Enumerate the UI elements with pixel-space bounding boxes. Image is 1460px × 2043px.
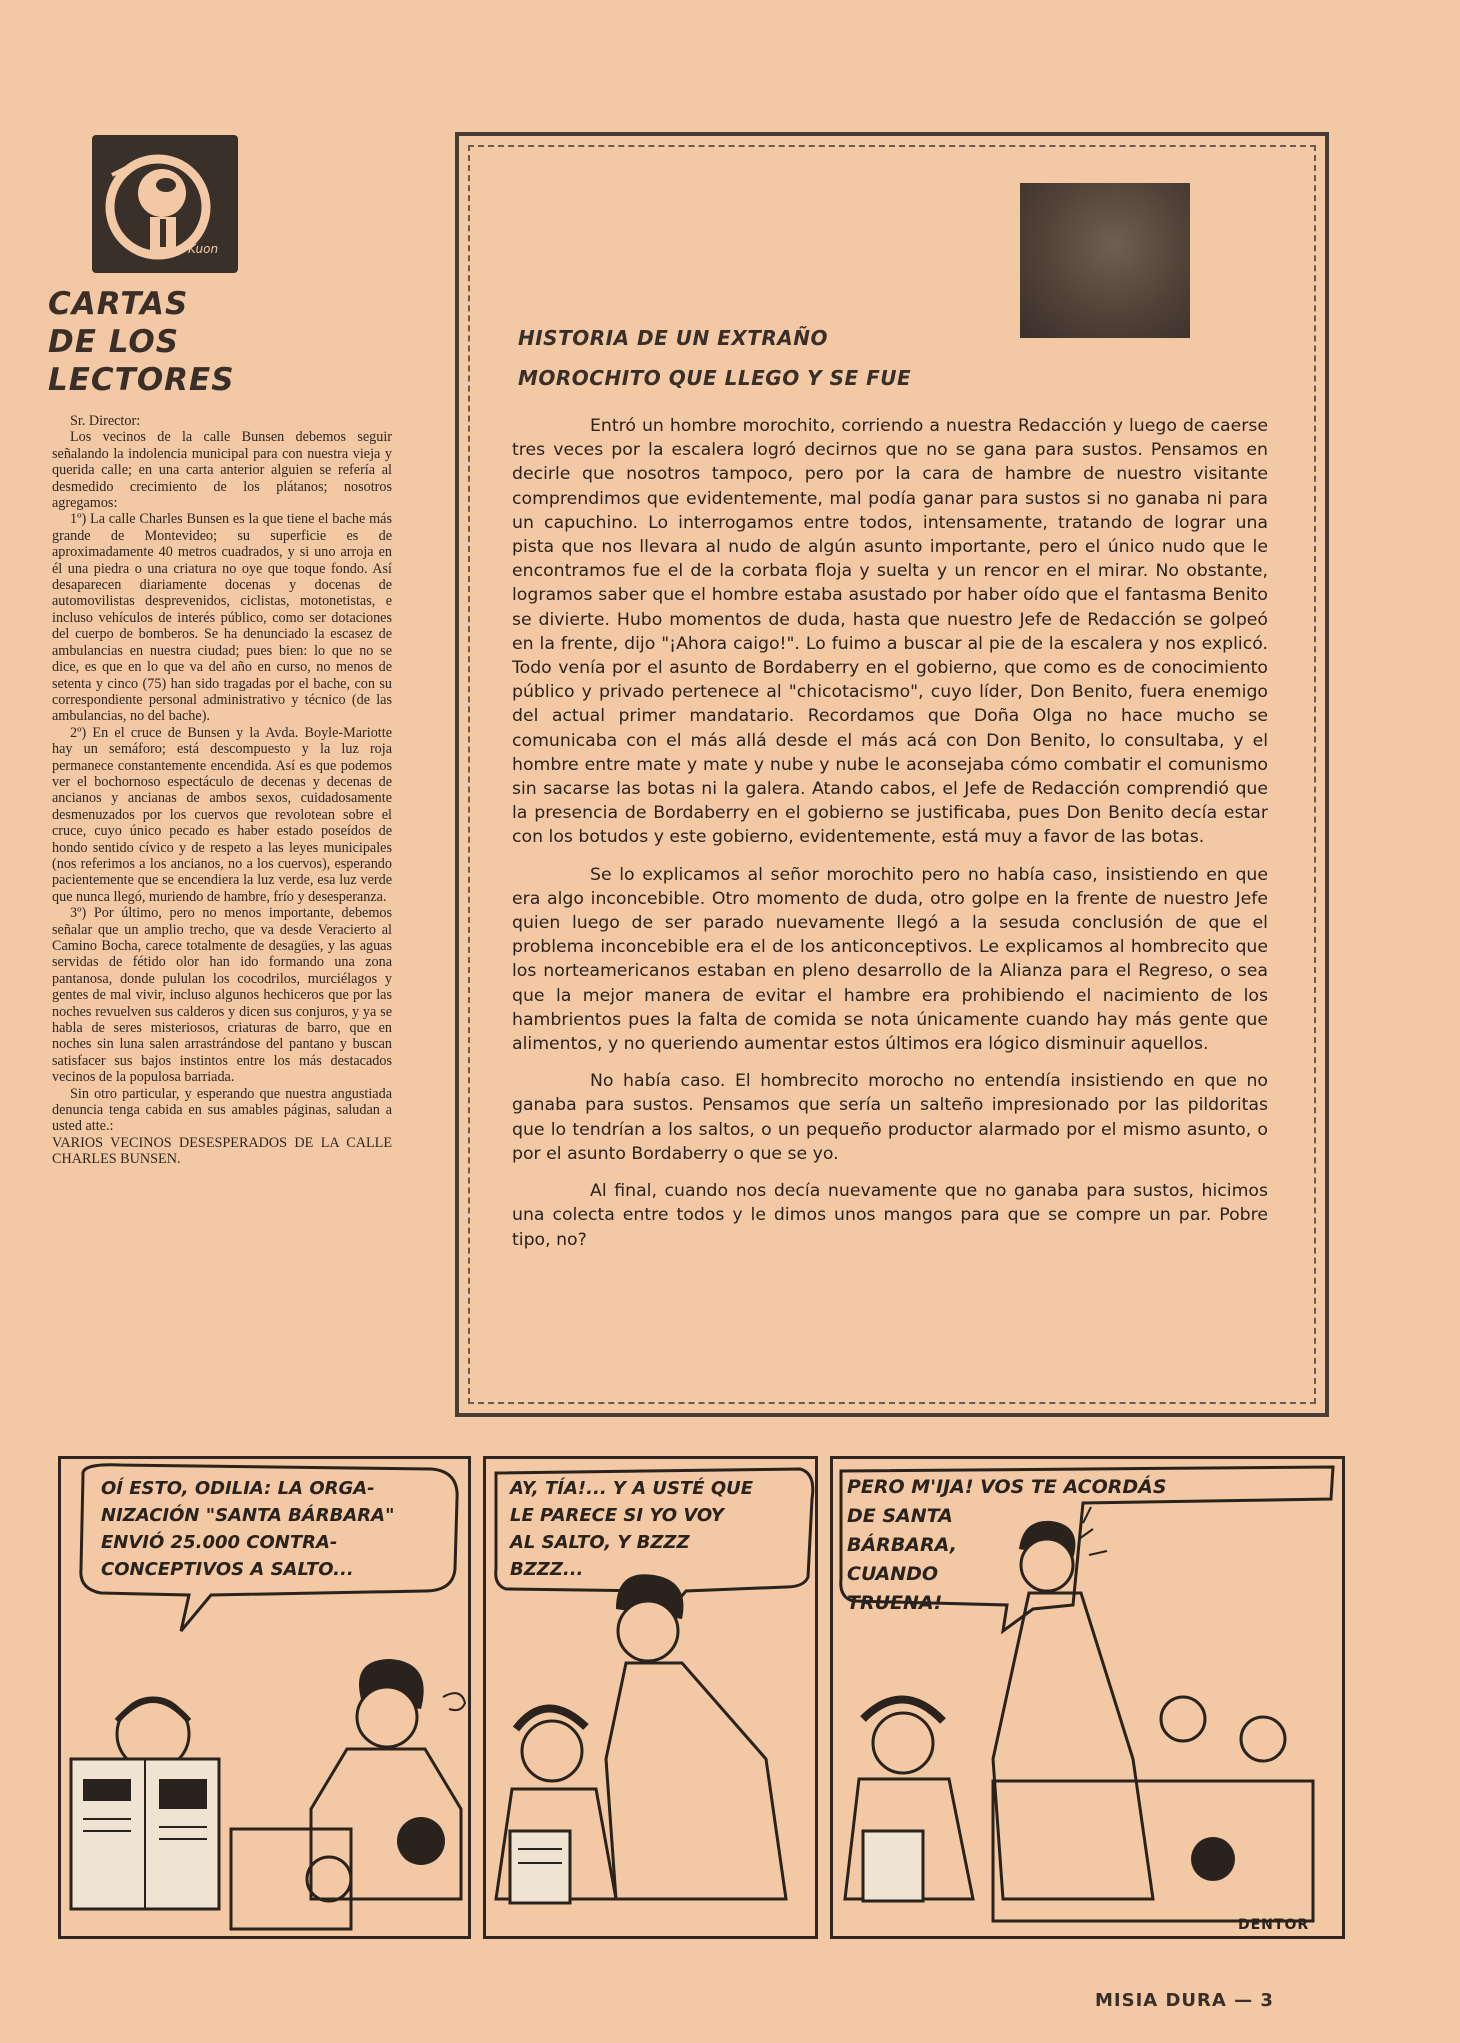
cartas-title [48, 285, 288, 399]
comic-artist-signature: DENTOR [1238, 1917, 1310, 1933]
story-paragraph-3: No había caso. El hombrecito morocho no entendía insistiendo en que no ganaba para sustos. Pensamos que sería un salteño impresionado por las pildoritas que lo tendrían a los saltos, o un pequeño productor alarmado por el mismo asunto, o por el asunto Bordaberry o que se yo. [512, 1071, 1268, 1164]
letter-paragraph-1: 1º) La calle Charles Bunsen es la que tiene el bache más grande de Montevideo; su superficie es de aproximadamente 40 metros cuadrados, y si uno arroja en él una piedra o una criatura no oye que toque fondo. Así desaparecen diariamente docenas y docenas de automovilistas desprevenidos, ciclistas, motonetistas, e incluso vehículos de interés público, como ser dotaciones del cuerpo de bomberos. Se ha denunciado la escasez de ambulancias en nuestra ciudad; pues bien: lo que no se dice, es que en lo que va del año en curso, no menos de setenta y cinco (75) han sido tragadas por el bache, con su correspondiente personal administrativo y técnico (de las ambulancias, no del bache). [52, 511, 392, 725]
letter-paragraph-closing: Sin otro particular, y esperando que nuestra angustiada denuncia tenga cabida en sus amables páginas, saludan a usted atte.: [52, 1085, 392, 1135]
speech-bubble-1 [101, 1475, 394, 1583]
cartas-title-line-2: DE LOS [48, 324, 180, 360]
speech-bubble-2-line-2: LE PARECE SI YO VOY [510, 1505, 724, 1526]
letter-paragraph-3: 3º) Por último, pero no menos importante, debemos señalar que un amplio trecho, que va desde Veracierto al Camino Bocha, carece totalmente de desagües, y las aguas servidas de fétido olor han ido formando una zona pantanosa, donde pululan los cocodrilos, murciélagos y gentes de mal vivir, incluso algunos hechiceros que por las noches revuelven sus calderos y dicen sus conjuros, y ya se habla de seres misteriosos, criaturas de barro, que en noches sin luna salen arrastrándose del pantano y buscan satisfacer sus bajos instintos entre los más destacados vecinos de la populosa barriada. [52, 905, 392, 1086]
page-footer: MISIA DURA — 3 [1095, 1990, 1274, 2011]
speech-bubble-3-line-5: TRUENA! [847, 1592, 943, 1614]
speech-bubble-1-line-4: CONCEPTIVOS A SALTO... [101, 1559, 354, 1580]
cartas-title-line-1: CARTAS [48, 286, 189, 322]
speech-bubble-2-line-3: AL SALTO, Y BZZZ [510, 1532, 690, 1553]
speech-bubble-3-line-4: CUANDO [847, 1563, 939, 1585]
speech-bubble-3-line-1: PERO M'IJA! VOS TE ACORDÁS [847, 1476, 1167, 1498]
speech-bubble-2-line-1: AY, TÍA!... Y A USTÉ QUE [510, 1478, 754, 1499]
letter-paragraph-2: 2º) En el cruce de Bunsen y la Avda. Boyle-Mariotte hay un semáforo; está descompuesto y la luz roja permanece constantemente encendida. Así es que podemos ver el bochornoso espectáculo de decenas y decenas de ancianos y ancianas de ambos sexos, cuidadosamente desmenuzados por los cuervos que revolotean sobre el cruce, cuyo único pecado es haber estado poseídos de hondo sentido cívico y de respeto a las leyes municipales (nos referimos a los ancianos, no a los cuervos), esperando pacientemente que se encendiera la luz verde, esa luz verde que nunca llegó, muriendo de hambre, frío y desesperanza. [52, 724, 392, 905]
comic-panel-2 [483, 1456, 818, 1939]
speech-bubble-1-line-2: NIZACIÓN "SANTA BÁRBARA" [101, 1505, 395, 1526]
comic-panel-1 [58, 1456, 471, 1939]
comic-panel-3 [830, 1456, 1345, 1939]
story-title [518, 318, 978, 398]
story-body [512, 414, 1268, 1265]
cartas-title-line-3: LECTORES [48, 362, 235, 398]
column-logo [92, 135, 238, 273]
letter-signature: VARIOS VECINOS DESESPERADOS DE LA CALLE CHARLES BUNSEN. [52, 1134, 392, 1168]
speech-bubble-3 [847, 1473, 1167, 1618]
speech-bubble-2-line-4: BZZZ... [510, 1559, 584, 1580]
story-paragraph-2: Se lo explicamos al señor morochito pero no había caso, insistiendo en que era algo inconcebible. Otro momento de duda, otro golpe en la frente de nuestro Jefe quien luego de ser parado nuevamente llegó a la sesuda conclusión de que el problema inconcebible era el de los anticonceptivos. Le explicamos al hombrecito que los norteamericanos estaban en pleno desarrollo de la Alianza para el Regreso, o sea que la mejor manera de evitar el hambre era prohibiendo el nacimiento de los hambrientos pues la falta de comida se nota únicamente cuando hay más gente que alimentos, y no queriendo aumentar estos últimos era lógico disminuir aquellos. [512, 864, 1268, 1055]
speech-bubble-1-line-1: OÍ ESTO, ODILIA: LA ORGA- [101, 1478, 375, 1499]
story-photo [1020, 183, 1190, 338]
story-paragraph-1: Entró un hombre morochito, corriendo a nuestra Redacción y luego de caerse tres veces por la escalera logró decirnos que no se gana para sustos. Pensamos en decirle que nosotros tampoco, pero por la cara de hambre de nuestro visitante comprendimos que evidentemente, mal podía ganar para sustos si no ganaba ni para un capuchino. Lo interrogamos entre todos, intensamente, tratando de lograr una pista que nos llevara al nudo de algún asunto importante, pero el único nudo que le encontramos fue el de la corbata floja y suelta y un rencor en el mirar. No obstante, logramos saber que el hombre estaba asustado por haber oído que el fantasma Benito se divierte. Hubo momentos de duda, hasta que nuestro Jefe de Redacción se golpeó en la frente, dijo "¡Ahora caigo!". Lo fuimo a buscar al pie de la escalera y nos explicó. Todo venía por el asunto de Bordaberry en el gobierno, que como es de conocimiento público y privado pertenece al "chicotacismo", cuyo líder, Don Benito, fuera enemigo del actual primer mandatario. Recordamos que Doña Olga no hace mucho se comunicaba con el más allá desde el más acá con Don Benito, lo consultaba, y el hombre entre mate y mate y nube y nube le aconsejaba cómo combatir el comunismo sin sacarse las botas ni la galera. Atando cabos, el Jefe de Redacción comprendió que la presencia de Bordaberry en el gobierno se justificaba, pues Don Benito decía estar con los botudos y este gobierno, evidentemente, está muy a favor de las botas. [512, 416, 1268, 848]
speech-bubble-1-line-3: ENVIÓ 25.000 CONTRA- [101, 1532, 338, 1553]
letter-salutation: Sr. Director: [70, 413, 141, 429]
story-title-line-2: MOROCHITO QUE LLEGO Y SE FUE [518, 366, 912, 390]
story-paragraph-4: Al final, cuando nos decía nuevamente que no ganaba para sustos, hicimos una colecta entre todos y le dimos unos mangos para que se compre un par. Pobre tipo, no? [512, 1181, 1268, 1250]
reader-letter [52, 413, 392, 1168]
logo-signature: Kuon [188, 242, 219, 256]
speech-bubble-3-line-2: DE SANTA [847, 1505, 953, 1527]
story-title-line-1: HISTORIA DE UN EXTRAÑO [518, 326, 829, 350]
letter-paragraph-intro: Los vecinos de la calle Bunsen debemos seguir señalando la indolencia municipal para con nuestra vieja y querida calle; en una carta anterior alguien se refería al desmedido crecimiento de los plátanos; nosotros agregamos: [52, 429, 392, 512]
speech-bubble-2 [510, 1475, 753, 1583]
speech-bubble-3-line-3: BÁRBARA, [847, 1534, 957, 1556]
cartoon-face-icon [92, 135, 238, 273]
